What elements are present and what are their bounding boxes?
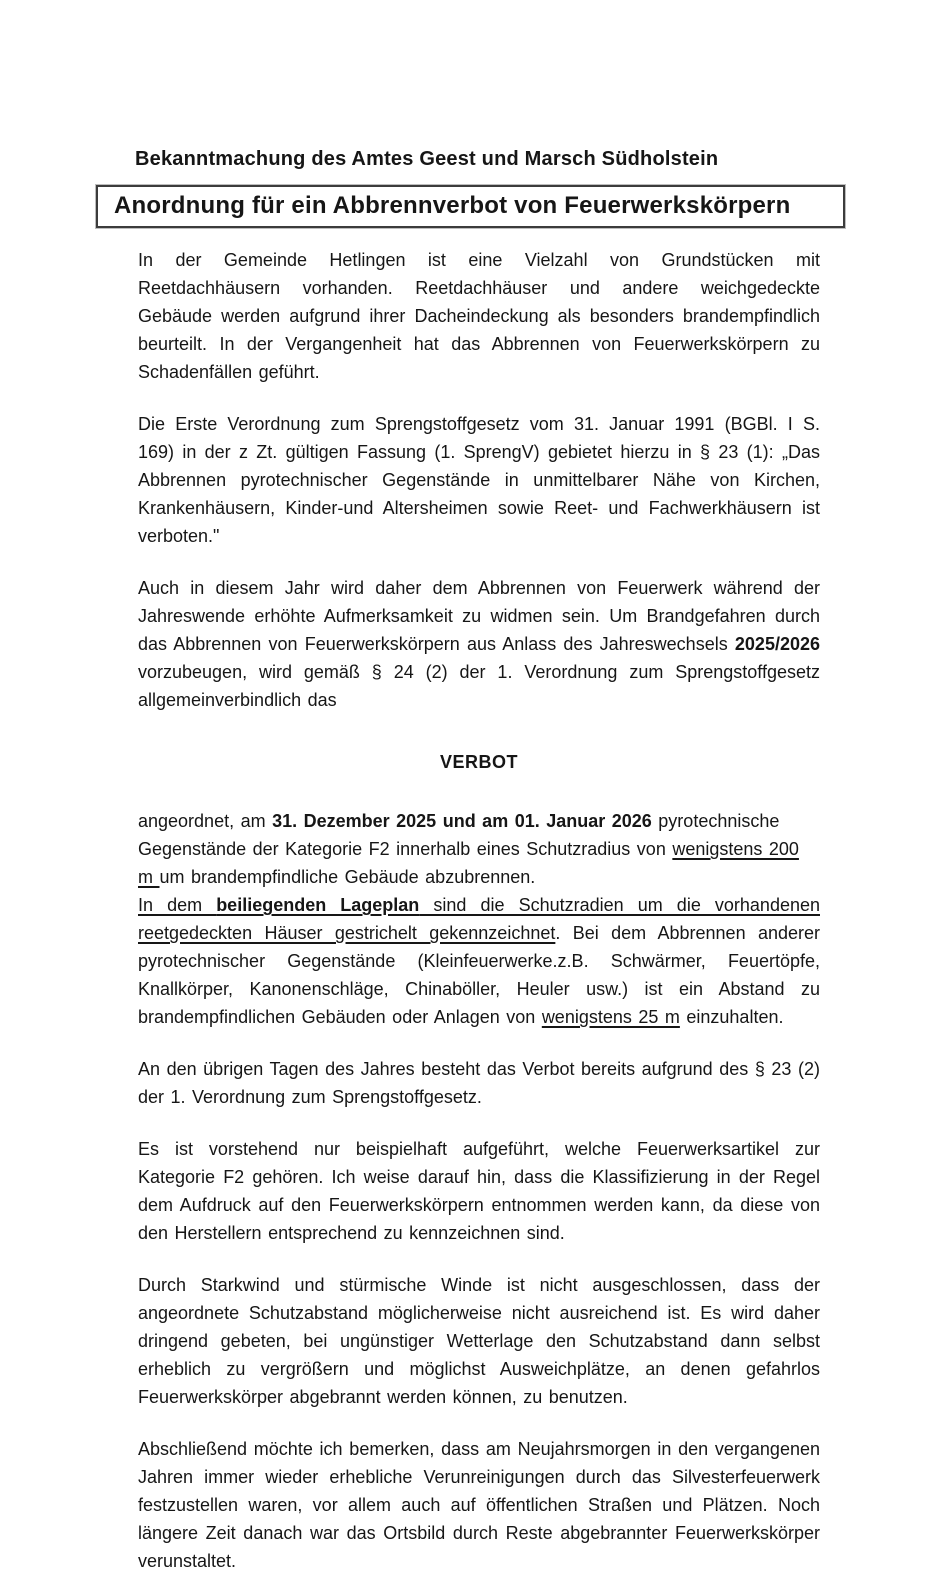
paragraph: [138, 1135, 820, 1247]
text-segment: An den übrigen Tagen des Jahres besteht das Verbot bereits aufgrund des § 23 (2) der 1. Verordnung zum Sprengstoffgesetz.: [138, 1059, 820, 1107]
text-segment: 2025/2026: [734, 634, 820, 654]
document-body: [138, 246, 820, 1575]
text-segment: um brandempfindliche Gebäude abzubrennen.: [159, 867, 536, 887]
paragraph: [138, 1435, 820, 1575]
boxed-heading: Anordnung für ein Abbrennverbot von Feuerwerkskörpern: [96, 185, 845, 228]
text-segment: In der Gemeinde Hetlingen ist eine Vielzahl von Grundstücken mit Reetdachhäusern vorhanden. Reetdachhäuser und andere weichgedeckte Gebäude werden aufgrund ihrer Dacheindeckung als besonders brandempfindlich beurteilt. In der Vergangenheit hat das Abbrennen von Feuerwerkskörpern zu Schadenfällen geführt.: [138, 250, 820, 382]
paragraph: [138, 410, 820, 550]
paragraph: [138, 891, 820, 1031]
paragraph: [138, 246, 820, 386]
text-segment: wenigstens 200 m: [138, 839, 799, 887]
text-segment: beiliegenden Lageplan: [216, 895, 420, 915]
text-segment: vorzubeugen, wird gemäß § 24 (2) der 1. Verordnung zum Sprengstoffgesetz allgemeinverbindlich das: [138, 662, 820, 710]
paragraph: [138, 807, 820, 891]
text-segment: Auch in diesem Jahr wird daher dem Abbrennen von Feuerwerk während der Jahreswende erhöhte Aufmerksamkeit zu widmen sein. Um Brandgefahren durch das Abbrennen von Feuerwerkskörpern aus Anlass des Jahreswechsels: [138, 578, 820, 654]
text-segment: In dem: [138, 895, 217, 915]
document-title: Bekanntmachung des Amtes Geest und Marsch Südholstein: [135, 148, 719, 170]
text-segment: 31. Dezember 2025 und am 01. Januar 2026: [272, 811, 652, 831]
paragraph: [138, 574, 820, 714]
text-segment: wenigstens 25 m: [541, 1007, 680, 1027]
paragraph: [138, 1271, 820, 1411]
text-segment: pyrotechnische Gegenstände der Kategorie F2 innerhalb eines Schutzradius von: [138, 811, 780, 859]
order-paragraphs: [138, 807, 820, 1575]
intro-paragraphs: [138, 246, 820, 714]
text-segment: Durch Starkwind und stürmische Winde ist nicht ausgeschlossen, dass der angeordnete Schutzabstand möglicherweise nicht ausreichend ist. Es wird daher dringend gebeten, bei ungünstiger Wetterlage den Schutzabstand dann selbst erheblich zu vergrößern und möglichst Ausweichplätze, an denen gefahrlos Feuerwerkskörper abgebrannt werden können, zu benutzen.: [138, 1275, 820, 1407]
text-segment: einzuhalten.: [679, 1007, 784, 1027]
text-segment: Es ist vorstehend nur beispielhaft aufgeführt, welche Feuerwerksartikel zur Kategorie F2 gehören. Ich weise darauf hin, dass die Klassifizierung in der Regel dem Aufdruck auf den Feuerwerkskörpern entnommen werden kann, da diese von den Herstellern entsprechend zu kennzeichnen sind.: [138, 1139, 820, 1243]
text-segment: Die Erste Verordnung zum Sprengstoffgesetz vom 31. Januar 1991 (BGBl. I S. 169) in der z Zt. gültigen Fassung (1. SprengV) gebietet hierzu in § 23 (1): „Das Abbrennen pyrotechnischer Gegenstände in unmittelbarer Nähe von Kirchen, Krankenhäusern, Kinder-und Altersheimen sowie Reet- und Fachwerkhäusern ist verboten.": [138, 414, 820, 546]
text-segment: . Bei dem Abbrennen anderer pyrotechnischer Gegenstände (Kleinfeuerwerke.z.B. Schwärmer, Feuertöpfe, Knallkörper, Kanonenschläge, Chinaböller, Heuler usw.) ist ein Abstand zu brandempfindlichen Gebäuden oder Anlagen von: [138, 923, 820, 1027]
section-heading-verbot: VERBOT: [439, 752, 518, 772]
text-segment: angeordnet, am: [138, 811, 273, 831]
text-segment: sind die Schutzradien um die vorhandenen reetgedeckten Häuser gestrichelt gekennzeichnet: [138, 895, 820, 943]
text-segment: Abschließend möchte ich bemerken, dass am Neujahrsmorgen in den vergangenen Jahren immer wieder erhebliche Verunreinigungen durch das Silvesterfeuerwerk festzustellen waren, vor allem auch auf öffentlichen Straßen und Plätzen. Noch längere Zeit danach war das Ortsbild durch Reste abgebrannter Feuerwerkskörper verunstaltet.: [138, 1439, 820, 1571]
paragraph: [138, 1055, 820, 1111]
